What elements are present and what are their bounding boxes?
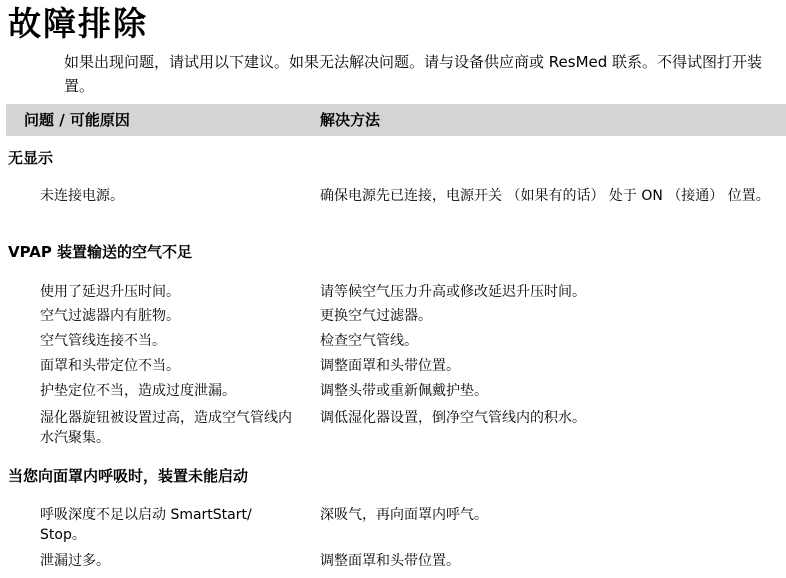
intro-paragraph: 如果出现问题，请试用以下建议。如果无法解决问题。请与设备供应商或 ResMed 联系。不得试图打开装置。	[64, 53, 763, 95]
row-solution: 更换空气过滤器。	[320, 308, 432, 324]
row-cause: 面罩和头带定位不当。	[40, 358, 180, 374]
row-solution: 请等候空气压力升高或修改延迟升压时间。	[320, 284, 586, 300]
row-cause: 护垫定位不当，造成过度泄漏。	[40, 383, 236, 399]
row-cause: 未连接电源。	[40, 188, 124, 204]
row-cause: 呼吸深度不足以启动 SmartStart/ Stop。	[40, 507, 252, 543]
section-heading-insufficient-air: VPAP 装置输送的空气不足	[8, 243, 193, 261]
row-cause: 空气过滤器内有脏物。	[40, 308, 180, 324]
row-cause: 泄漏过多。	[40, 553, 110, 569]
row-cause: 空气管线连接不当。	[40, 333, 166, 349]
row-solution: 调整面罩和头带位置。	[320, 553, 460, 569]
row-solution: 调低湿化器设置，倒净空气管线内的积水。	[320, 410, 586, 426]
row-solution: 检查空气管线。	[320, 333, 418, 349]
row-cause: 湿化器旋钮被设置过高，造成空气管线内水汽聚集。	[40, 410, 292, 446]
page-title: 故障排除	[8, 4, 148, 43]
row-solution: 调整头带或重新佩戴护垫。	[320, 383, 488, 399]
table-header	[6, 104, 786, 136]
row-solution: 确保电源先已连接，电源开关 （如果有的话） 处于 ON （接通） 位置。	[320, 188, 770, 204]
row-cause: 使用了延迟升压时间。	[40, 284, 180, 300]
header-problem-cause: 问题 / 可能原因	[24, 111, 130, 129]
section-heading-no-start: 当您向面罩内呼吸时，装置未能启动	[8, 467, 249, 485]
row-solution: 深吸气，再向面罩内呼气。	[320, 507, 488, 523]
section-heading-no-display: 无显示	[8, 149, 54, 167]
header-solution: 解决方法	[320, 111, 381, 129]
row-solution: 调整面罩和头带位置。	[320, 358, 460, 374]
